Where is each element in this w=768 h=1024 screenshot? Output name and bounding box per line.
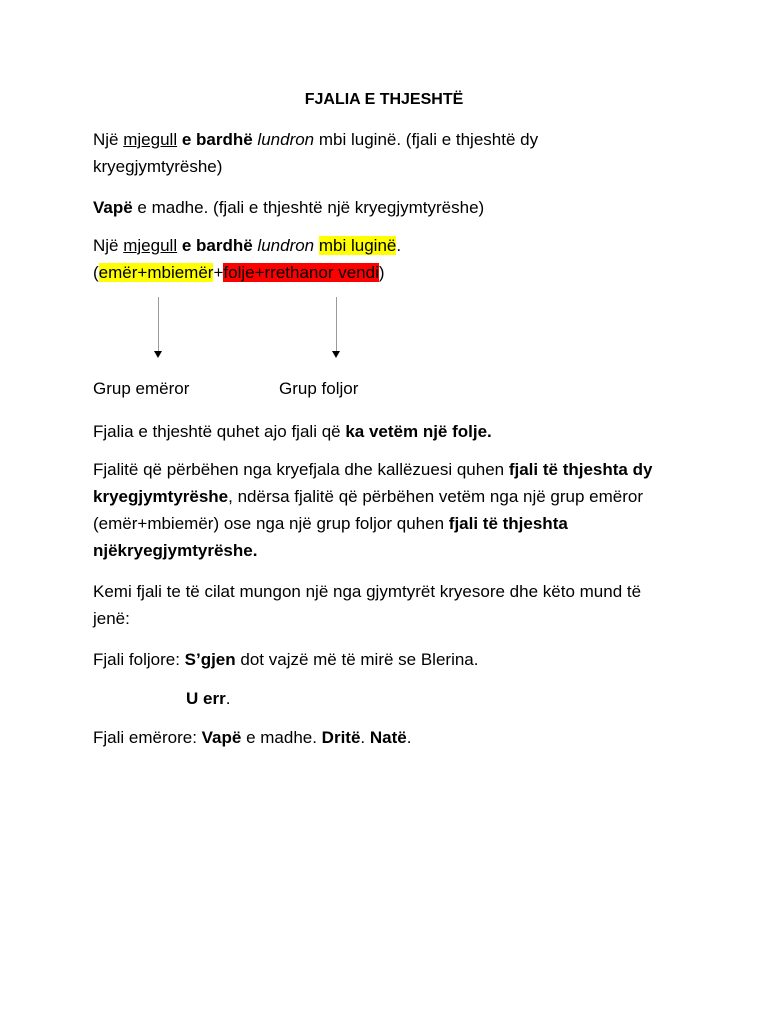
missing-parts-line: Kemi fjali te të cilat mungon një nga gjymtyrët kryesore dhe këto mund të jenë:	[93, 582, 642, 628]
bold-word: Natë	[369, 728, 407, 747]
verb-group-label: Grup foljor	[279, 379, 359, 398]
definition-line	[93, 418, 683, 445]
subject-word: mjegull	[123, 130, 178, 149]
text: Fjalitë që përbëhen nga kryefjala dhe kallëzuesi quhen	[93, 460, 509, 479]
text: e madhe. (fjali e thjeshtë një kryegjymtyrëshe)	[132, 198, 485, 217]
paren-open: (	[93, 263, 99, 282]
noun-group-highlight: emër+mbiemër	[98, 263, 214, 282]
verb-group-highlight: folje+rrethanor vendi	[223, 263, 379, 282]
adjective-phrase: e bardhë	[181, 236, 253, 255]
text: , ndërsa fjalitë që përbëhen vetëm nga një grup emëror (emër+mbiemër) ose nga një grup foljor quhen	[93, 487, 644, 533]
verbal-sentence-line	[93, 646, 683, 673]
example-sentence-1	[93, 126, 683, 180]
bold-word: Vapë	[201, 728, 242, 747]
sentence-structure	[93, 259, 683, 286]
label: Fjali emërore:	[93, 728, 202, 747]
plus-sign: +	[213, 263, 224, 282]
page-title: FJALIA E THJESHTË	[304, 91, 464, 108]
verb-word: lundron	[257, 130, 315, 149]
text: kryegjymtyrëshe)	[93, 157, 223, 176]
adjective-phrase: e bardhë	[181, 130, 253, 149]
noun-group-label: Grup emëror	[93, 379, 190, 398]
bold-word: U err	[186, 689, 226, 708]
text: .	[360, 728, 370, 747]
subject-word: mjegull	[123, 236, 178, 255]
down-arrow-icon	[154, 297, 164, 359]
text: mbi luginë. (fjali e thjeshtë dy	[314, 130, 539, 149]
label: Fjali foljore:	[93, 650, 185, 669]
bold-phrase: fjali të thjeshta njëkryegjymtyrëshe.	[93, 514, 568, 560]
paren-close: )	[378, 263, 385, 282]
highlighted-adverbial: mbi luginë	[318, 236, 397, 255]
verb-word: lundron	[257, 236, 315, 255]
text: dot vajzë më të mirë se Blerina.	[235, 650, 479, 669]
text: Fjalia e thjeshtë quhet ajo fjali që	[93, 422, 346, 441]
period: .	[406, 728, 412, 747]
example-sentence-2	[93, 194, 683, 221]
explanation-paragraph	[93, 456, 678, 564]
down-arrow-icon	[332, 297, 342, 359]
verbal-sentence-example	[186, 685, 768, 712]
text: e madhe.	[241, 728, 322, 747]
nominal-sentence-line	[93, 724, 683, 751]
example-sentence-3	[93, 232, 683, 259]
bold-word: Vapë	[93, 198, 133, 217]
text: Një	[93, 130, 124, 149]
bold-phrase: ka vetëm një folje.	[345, 422, 492, 441]
period: .	[396, 236, 402, 255]
period: .	[225, 689, 231, 708]
text: Një	[93, 236, 124, 255]
bold-word: Dritë	[321, 728, 361, 747]
bold-word: S’gjen	[184, 650, 236, 669]
bold-phrase: fjali të thjeshta dy kryegjymtyrëshe	[93, 460, 653, 506]
